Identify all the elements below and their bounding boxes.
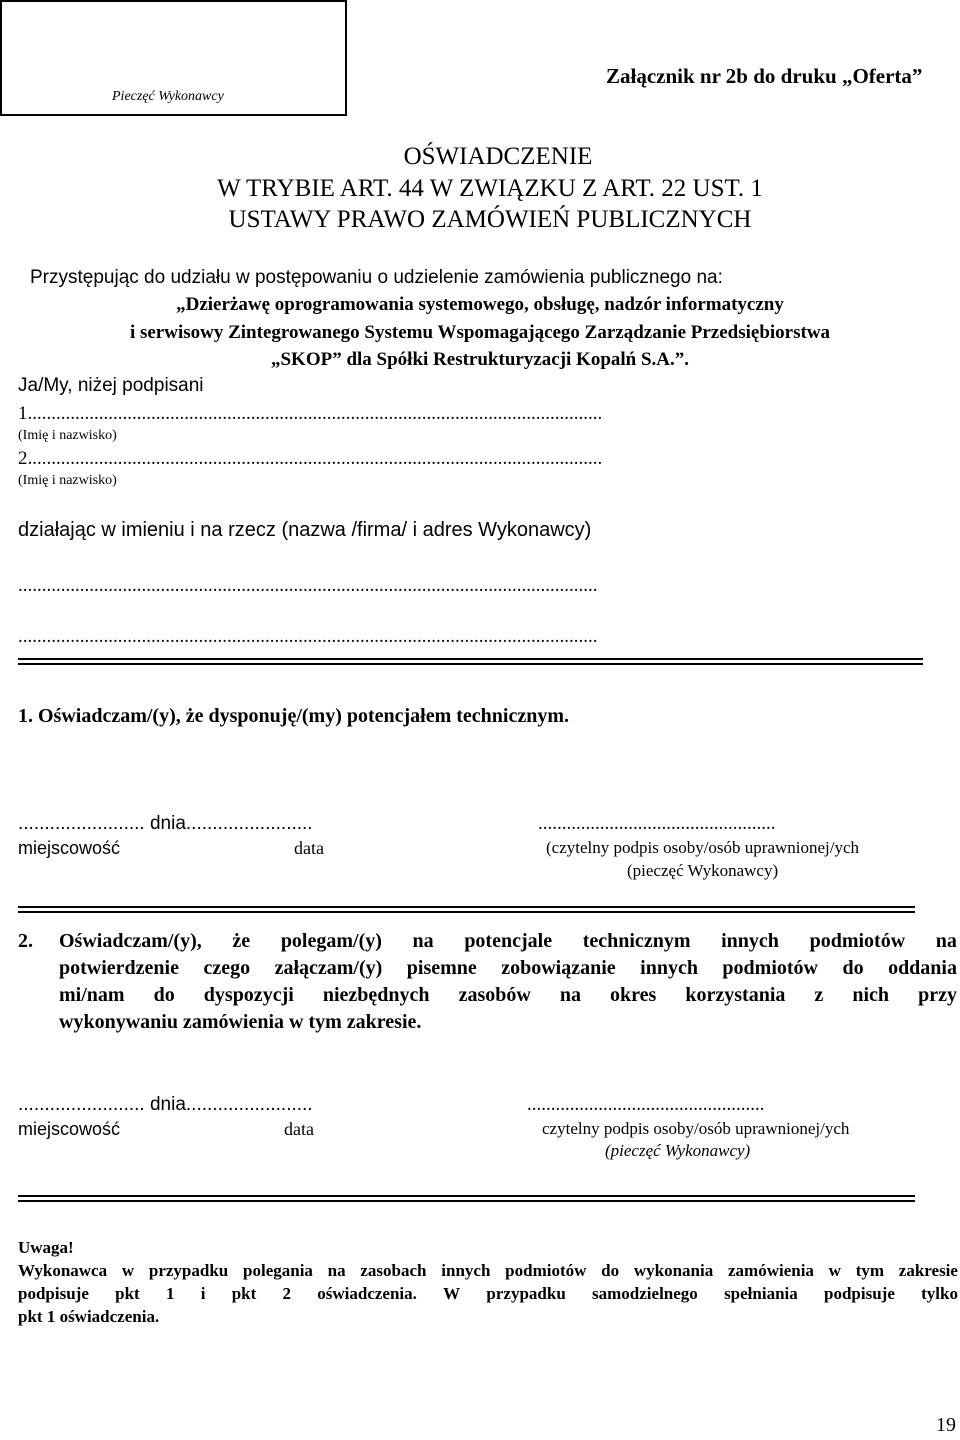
word: załączam/(y) (274, 957, 383, 979)
word: podmiotów (809, 930, 906, 952)
contractor-dots-1: .......................................................................................................................... (18, 575, 598, 596)
section-2-line-2 (59, 957, 957, 980)
word: podmiotów (722, 957, 818, 979)
word: innych (441, 1261, 491, 1280)
intro-lead: Przystępując do udziału w postępowaniu o udzielenie zamówienia publicznego na: (30, 267, 723, 288)
note-line-2 (18, 1284, 958, 1304)
word: oddania (888, 957, 957, 979)
word: polegam/(y) (280, 930, 382, 952)
word: innych (721, 930, 779, 952)
word: Oświadczam/(y), (59, 930, 202, 952)
word: przypadku (486, 1284, 566, 1303)
word: pkt (115, 1284, 140, 1303)
word: podpisuje (824, 1284, 895, 1303)
person-1-caption: (Imię i nazwisko) (18, 428, 117, 443)
word: na (327, 1261, 346, 1280)
word: że (232, 930, 251, 952)
word: niezbędnych (322, 984, 430, 1006)
section-2-place-date: ........................ dnia........................ (18, 1094, 313, 1115)
word: w (828, 1261, 841, 1280)
note-line-1 (18, 1261, 958, 1281)
tender-subject-line-3: „SKOP” dla Spółki Restrukturyzacji Kopalń S.A.”. (270, 349, 690, 370)
word: korzystania (685, 984, 786, 1006)
word: zasobów (458, 984, 531, 1006)
double-rule-1 (18, 658, 923, 665)
word: do (153, 984, 175, 1006)
section-2-line-1 (59, 930, 957, 953)
word: zobowiązanie (501, 957, 616, 979)
section-1-place-date: ........................ dnia........................ (18, 813, 313, 834)
word: i (200, 1284, 206, 1303)
tender-subject-line-2: i serwisowy Zintegrowanego Systemu Wspomagającego Zarządzanie Przedsiębiorstwa (129, 322, 831, 343)
section-2-line-4: wykonywaniu zamówienia w tym zakresie. (59, 1011, 422, 1033)
note-line-3: pkt 1 oświadczenia. (18, 1307, 160, 1326)
section-2-number: 2. (18, 930, 33, 952)
section-1-stamp-caption: (pieczęć Wykonawcy) (627, 861, 779, 880)
word: polegania (243, 1261, 313, 1280)
word: pisemne (406, 957, 477, 979)
section-1-signature-dots: .................................................. (538, 813, 776, 834)
person-1-field: 1......................................................................................................................... (18, 403, 603, 424)
section-2-date-caption: data (284, 1119, 314, 1139)
word: 2 (282, 1284, 292, 1303)
word: do (601, 1261, 620, 1280)
page-number: 19 (936, 1414, 956, 1436)
double-rule-3 (18, 1195, 915, 1202)
section-2-signature-caption: czytelny podpis osoby/osób uprawnionej/ych (542, 1119, 850, 1138)
word: na (935, 930, 957, 952)
word: okres (610, 984, 657, 1006)
person-2-field: 2......................................................................................................................... (18, 448, 603, 469)
word: tym (855, 1261, 885, 1280)
section-1-signature-caption: (czytelny podpis osoby/osób uprawnionej/ych (546, 838, 860, 857)
section-1-date-caption: data (294, 838, 324, 858)
word: przy (918, 984, 957, 1006)
section-1-statement: 1. Oświadczam/(y), że dysponuję/(my) potencjałem technicznym. (18, 705, 570, 727)
word: potencjale (464, 930, 553, 952)
word: tylko (921, 1284, 958, 1303)
tender-subject-line-1: „Dzierżawę oprogramowania systemowego, obsługę, nadzór informatyczny (176, 294, 784, 315)
title-line-2: W TRYBIE ART. 44 W ZWIĄZKU Z ART. 22 UST. 1 (217, 175, 763, 202)
word: zamówienia (727, 1261, 814, 1280)
double-rule-2 (18, 906, 915, 913)
title-line-3: USTAWY PRAWO ZAMÓWIEŃ PUBLICZNYCH (228, 206, 752, 233)
word: wykonania (633, 1261, 714, 1280)
word: 1 (165, 1284, 175, 1303)
annex-label: Załącznik nr 2b do druku „Oferta” (606, 64, 923, 88)
word: W (443, 1284, 461, 1303)
word: technicznym (582, 930, 691, 952)
person-2-caption: (Imię i nazwisko) (18, 473, 117, 488)
word: innych (640, 957, 698, 979)
word: Wykonawca (18, 1261, 108, 1280)
word: do (842, 957, 864, 979)
word: na (412, 930, 434, 952)
word: czego (203, 957, 251, 979)
word: mi/nam (59, 984, 125, 1006)
stamp-label: Pieczęć Wykonawcy (112, 89, 224, 104)
section-2-place-caption: miejscowość (18, 1119, 121, 1139)
word: oświadczenia. (317, 1284, 417, 1303)
word: zasobach (360, 1261, 427, 1280)
acting-on-behalf-label: działając w imieniu i na rzecz (nazwa /firma/ i adres Wykonawcy) (18, 519, 592, 541)
word: samodzielnego (592, 1284, 698, 1303)
undersigned-label: Ja/My, niżej podpisani (18, 375, 204, 396)
word: podpisuje (18, 1284, 89, 1303)
word: spełniania (724, 1284, 798, 1303)
word: z (814, 984, 824, 1006)
contractor-dots-2: .......................................................................................................................... (18, 626, 598, 647)
word: na (559, 984, 581, 1006)
section-2-stamp-caption: (pieczęć Wykonawcy) (605, 1141, 751, 1160)
word: nich (852, 984, 890, 1006)
word: potwierdzenie (59, 957, 179, 979)
word: zakresie (898, 1261, 958, 1280)
word: podmiotów (505, 1261, 587, 1280)
word: pkt (231, 1284, 257, 1303)
word: w (121, 1261, 135, 1280)
section-1-place-caption: miejscowość (18, 838, 121, 858)
word: dyspozycji (203, 984, 294, 1006)
section-2-signature-dots: .................................................. (527, 1094, 765, 1115)
section-2-line-3 (59, 984, 957, 1007)
note-heading: Uwaga! (18, 1238, 74, 1257)
word: przypadku (148, 1261, 229, 1280)
contractor-stamp-box (0, 0, 347, 116)
title-line-1: OŚWIADCZENIE (403, 143, 593, 170)
